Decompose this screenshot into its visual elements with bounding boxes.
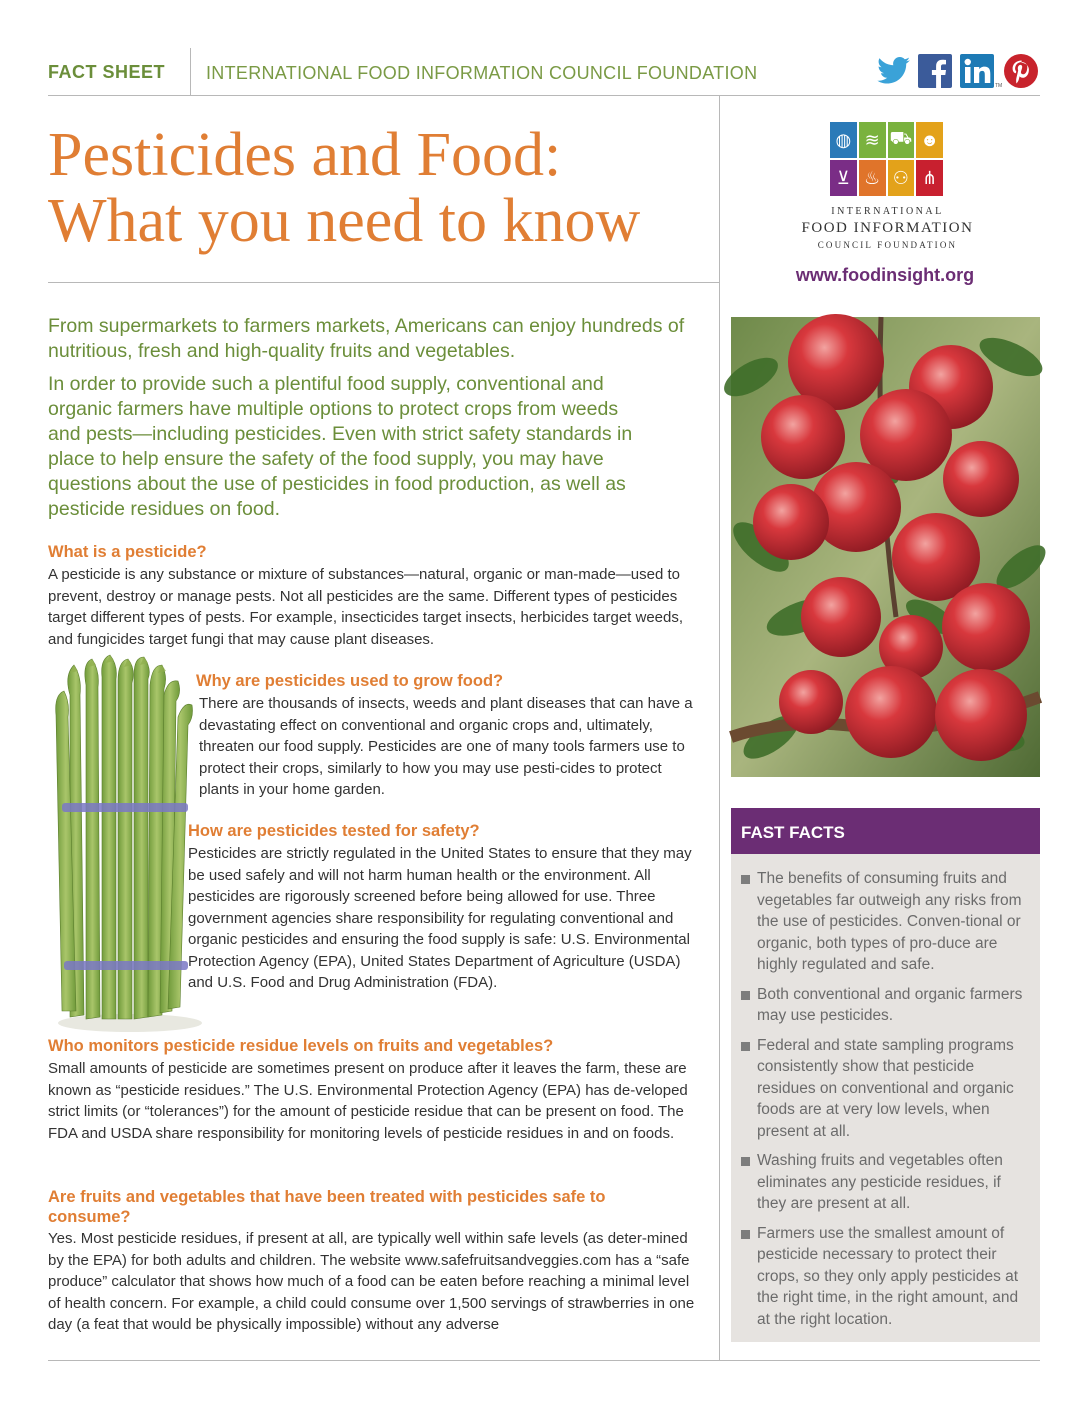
section-tested-for-safety — [188, 822, 698, 994]
page-title — [48, 122, 718, 254]
farmer-icon: ☻ — [916, 122, 943, 158]
field-icon: ≋ — [859, 122, 886, 158]
intro-paragraph-2: In order to provide such a plentiful food supply, conventional and organic farmers have multiple options to protect crops from weeds and pests—including pesticides. Even with strict safety standards in place to help ensure the safety of the food supply, you may have questions about the use of pesticides in food production, as well as pesticide residues on food. — [48, 373, 633, 520]
title-line-2: What you need to know — [48, 187, 641, 255]
header-rule — [48, 95, 1040, 96]
utensils-icon: ⋔ — [916, 160, 943, 196]
section-who-monitors — [48, 1037, 703, 1144]
facebook-icon[interactable] — [918, 54, 952, 88]
section-heading: Why are pesticides used to grow food? — [196, 672, 504, 690]
section-heading: What is a pesticide? — [48, 543, 207, 561]
linkedin-icon[interactable] — [960, 54, 1003, 89]
title-rule — [48, 282, 719, 283]
fast-fact-item: The benefits of consuming fruits and vegetables far outweigh any risks from the use of pesticides. Conven-tional or organic, both types of pro-duce are highly regulated and safe. — [741, 868, 1031, 976]
logo-line-3: COUNCIL FOUNDATION — [817, 240, 958, 250]
intro-paragraph-1: From supermarkets to farmers markets, Americans can enjoy hundreds of nutritious, fresh and high-quality fruits and vegetables. — [48, 315, 685, 362]
section-heading: Are fruits and vegetables that have been treated with pesticides safe to consume? — [48, 1188, 606, 1226]
fact-sheet-label: FACT SHEET — [48, 62, 166, 82]
ific-logo-mark — [830, 122, 943, 196]
fast-facts-list — [741, 868, 1031, 1338]
twitter-icon[interactable] — [876, 54, 912, 88]
org-name: INTERNATIONAL FOOD INFORMATION COUNCIL FOUNDATION — [206, 63, 758, 83]
asparagus-bundle-photo — [40, 655, 200, 1033]
logo-line-1: INTERNATIONAL — [831, 206, 944, 217]
website-link[interactable]: www.foodinsight.org — [795, 265, 975, 285]
section-body: A pesticide is any substance or mixture of substances—natural, organic or man-made—used to prevent, destroy or manage pests. Not all pesticides are the same. Different types of pesticides target different types of pests. For example, insecticides target insects, herbicides target weeds, and fungicides target fungi that may cause plant diseases. — [48, 566, 684, 648]
fast-fact-item: Washing fruits and vegetables often eliminates any pesticide residues, if they are present at all. — [741, 1150, 1031, 1215]
section-body: Yes. Most pesticide residues, if present at all, are typically well within safe levels (as deter-mined by the EPA) for both adults and children. The website www.safefruitsandveggies.com has a “safe produce” calculator that shows how much of a food can be eaten before reaching a minimal level of health concern. For example, a child could consume over 1,500 servings of strawberries in one day (a feat that would be physically impossible) without any adverse — [48, 1230, 695, 1333]
footer-rule — [48, 1360, 1040, 1361]
family-icon: ⚇ — [888, 160, 915, 196]
fast-facts-title: FAST FACTS — [741, 823, 845, 842]
fast-fact-item: Both conventional and organic farmers may use pesticides. — [741, 984, 1031, 1027]
section-safe-to-consume — [48, 1187, 703, 1336]
fast-fact-item: Federal and state sampling programs consistently show that pesticide residues on conventional and organic foods are at very low levels, when present at all. — [741, 1035, 1031, 1143]
section-heading: How are pesticides tested for safety? — [188, 822, 480, 840]
cooking-pot-icon: ♨ — [859, 160, 886, 196]
cart-icon: ⊻ — [830, 160, 857, 196]
section-why-pesticides — [196, 672, 696, 801]
svg-text:TM: TM — [995, 83, 1003, 89]
title-line-1: Pesticides and Food: — [48, 121, 562, 189]
globe-icon: ◍ — [830, 122, 857, 158]
pinterest-icon[interactable] — [1004, 54, 1038, 88]
section-body: Pesticides are strictly regulated in the United States to ensure that they may be used safely and will not harm human health or the environment. All pesticides are rigorously screened before being allowed for use. Three government agencies share responsibility for regulating conventional and organic pesticides and ensuring the food supply is safe: U.S. Environmental Protection Agency (EPA), United States Department of Agriculture (USDA) and U.S. Food and Drug Administration (FDA). — [188, 845, 692, 991]
tractor-icon: ⛟ — [888, 122, 915, 158]
header-divider — [190, 48, 191, 96]
section-body: Small amounts of pesticide are sometimes present on produce after it leaves the farm, these are known as “pesticide residues.” The U.S. Environmental Protection Agency (EPA) has de-veloped strict limits (or “tolerances”) for the amount of pesticide residue that can be present on food. The FDA and USDA share responsibility for monitoring levels of pesticide residues in and on foods. — [48, 1060, 688, 1142]
ific-logo-text — [760, 206, 1015, 250]
section-heading: Who monitors pesticide residue levels on fruits and vegetables? — [48, 1037, 554, 1055]
logo-line-2: FOOD INFORMATION — [801, 220, 974, 236]
column-divider — [719, 95, 720, 1360]
fast-fact-item: Farmers use the smallest amount of pesticide necessary to protect their crops, so they only apply pesticides at the right time, in the right amount, and at the right location. — [741, 1223, 1031, 1331]
section-what-is-pesticide — [48, 543, 698, 650]
section-body: There are thousands of insects, weeds and plant diseases that can have a devastating effect on conventional and organic crops and, ultimately, threaten our food supply. Pesticides are one of many tools farmers use to protect their crops, similarly to how you may use pesti-cides to protect plants in your home garden. — [199, 695, 693, 798]
apples-on-tree-photo — [731, 317, 1040, 777]
